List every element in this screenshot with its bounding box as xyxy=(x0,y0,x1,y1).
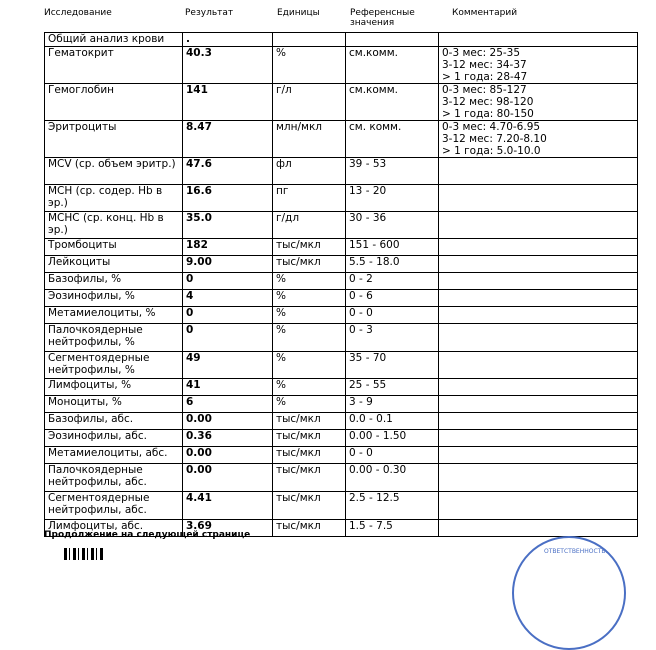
comment-line: 0-3 мес: 85-127 xyxy=(442,84,527,96)
table-row xyxy=(45,84,638,121)
test-name: Метамиелоциты, абс. xyxy=(45,447,183,464)
units: г/л xyxy=(273,84,346,121)
reference-range: 151 - 600 xyxy=(346,239,439,256)
table-row xyxy=(45,396,638,413)
units: % xyxy=(273,396,346,413)
table-row xyxy=(45,239,638,256)
units: тыс/мкл xyxy=(273,413,346,430)
header-comment: Комментарий xyxy=(452,8,518,18)
test-name: Лимфоциты, % xyxy=(45,379,183,396)
reference-range: 0 - 6 xyxy=(346,290,439,307)
test-name: Палочкоядерные нейтрофилы, абс. xyxy=(45,464,183,492)
table-header xyxy=(0,0,656,32)
table-row xyxy=(45,290,638,307)
test-name: Эозинофилы, % xyxy=(45,290,183,307)
comment-line: > 1 года: 5.0-10.0 xyxy=(442,145,541,157)
result-value: 0 xyxy=(183,307,273,324)
reference-range: 35 - 70 xyxy=(346,352,439,379)
result-value: 0 xyxy=(183,324,273,352)
test-name: Тромбоциты xyxy=(45,239,183,256)
result-value: 9.00 xyxy=(183,256,273,273)
comment xyxy=(439,464,638,492)
result-value: 6 xyxy=(183,396,273,413)
result-value: 0.36 xyxy=(183,430,273,447)
comment xyxy=(439,324,638,352)
comment-line: 3-12 мес: 34-37 xyxy=(442,59,527,71)
units: млн/мкл xyxy=(273,121,346,158)
table-row xyxy=(45,430,638,447)
units: фл xyxy=(273,158,346,185)
test-name: Сегментоядерные нейтрофилы, абс. xyxy=(45,492,183,520)
comment xyxy=(439,492,638,520)
table-row xyxy=(45,185,638,212)
test-name: Метамиелоциты, % xyxy=(45,307,183,324)
table-row xyxy=(45,352,638,379)
reference-range: см.комм. xyxy=(346,84,439,121)
result-value: 49 xyxy=(183,352,273,379)
test-name: Базофилы, абс. xyxy=(45,413,183,430)
units: тыс/мкл xyxy=(273,239,346,256)
result-value: . xyxy=(183,33,273,47)
units: тыс/мкл xyxy=(273,430,346,447)
units: % xyxy=(273,324,346,352)
result-value: 41 xyxy=(183,379,273,396)
comment xyxy=(439,352,638,379)
test-name: Моноциты, % xyxy=(45,396,183,413)
table-row xyxy=(45,256,638,273)
table-row xyxy=(45,33,638,47)
table-row xyxy=(45,273,638,290)
table-row xyxy=(45,447,638,464)
comment xyxy=(439,185,638,212)
units xyxy=(273,33,346,47)
units: % xyxy=(273,273,346,290)
header-reference-2: значения xyxy=(350,18,395,28)
reference-range: 1.5 - 7.5 xyxy=(346,520,439,537)
test-name: Базофилы, % xyxy=(45,273,183,290)
table-row xyxy=(45,212,638,239)
stamp xyxy=(512,536,626,650)
table-row xyxy=(45,47,638,84)
units: тыс/мкл xyxy=(273,520,346,537)
result-value: 8.47 xyxy=(183,121,273,158)
result-value: 47.6 xyxy=(183,158,273,185)
comment xyxy=(439,413,638,430)
units: % xyxy=(273,47,346,84)
test-name: MCHC (ср. конц. Hb в эр.) xyxy=(45,212,183,239)
result-value: 4 xyxy=(183,290,273,307)
comment xyxy=(439,447,638,464)
table-row xyxy=(45,413,638,430)
test-name: Лейкоциты xyxy=(45,256,183,273)
result-value: 182 xyxy=(183,239,273,256)
reference-range: 3 - 9 xyxy=(346,396,439,413)
comment xyxy=(439,158,638,185)
header-test: Исследование xyxy=(44,8,112,18)
comment xyxy=(439,239,638,256)
units: тыс/мкл xyxy=(273,464,346,492)
test-name: Лимфоциты, абс. xyxy=(45,520,183,537)
comment-line: 3-12 мес: 7.20-8.10 xyxy=(442,133,547,145)
reference-range: 0 - 3 xyxy=(346,324,439,352)
header-units: Единицы xyxy=(277,8,320,18)
test-name: MCH (ср. содер. Hb в эр.) xyxy=(45,185,183,212)
comment xyxy=(439,212,638,239)
table-row xyxy=(45,379,638,396)
units: г/дл xyxy=(273,212,346,239)
units: тыс/мкл xyxy=(273,256,346,273)
comment-line: > 1 года: 80-150 xyxy=(442,108,534,120)
units: % xyxy=(273,352,346,379)
result-value: 3.69 xyxy=(183,520,273,537)
reference-range: 0 - 0 xyxy=(346,447,439,464)
table-row xyxy=(45,158,638,185)
reference-range: 0.00 - 1.50 xyxy=(346,430,439,447)
test-name: Сегментоядерные нейтрофилы, % xyxy=(45,352,183,379)
result-value: 40.3 xyxy=(183,47,273,84)
reference-range: см.комм. xyxy=(346,47,439,84)
stamp-text: ОТВЕТСТВЕННОСТЬЮ xyxy=(544,548,612,555)
continued-note: Продолжение на следующей странице xyxy=(44,530,251,540)
result-value: 0.00 xyxy=(183,464,273,492)
test-name: Гемоглобин xyxy=(45,84,183,121)
comment xyxy=(439,520,638,537)
table-row xyxy=(45,492,638,520)
reference-range: 25 - 55 xyxy=(346,379,439,396)
reference-range: см. комм. xyxy=(346,121,439,158)
units: % xyxy=(273,290,346,307)
comment xyxy=(439,256,638,273)
result-value: 16.6 xyxy=(183,185,273,212)
units: % xyxy=(273,379,346,396)
comment xyxy=(439,47,638,84)
result-value: 0 xyxy=(183,273,273,290)
test-name: Эозинофилы, абс. xyxy=(45,430,183,447)
reference-range: 0.0 - 0.1 xyxy=(346,413,439,430)
comment xyxy=(439,84,638,121)
reference-range: 0 - 0 xyxy=(346,307,439,324)
reference-range: 39 - 53 xyxy=(346,158,439,185)
header-result: Результат xyxy=(185,8,234,18)
units: тыс/мкл xyxy=(273,492,346,520)
reference-range: 0.00 - 0.30 xyxy=(346,464,439,492)
test-name: Палочкоядерные нейтрофилы, % xyxy=(45,324,183,352)
reference-range xyxy=(346,33,439,47)
result-value: 4.41 xyxy=(183,492,273,520)
result-value: 141 xyxy=(183,84,273,121)
comment xyxy=(439,396,638,413)
result-value: 35.0 xyxy=(183,212,273,239)
result-value: 0.00 xyxy=(183,413,273,430)
reference-range: 0 - 2 xyxy=(346,273,439,290)
comment xyxy=(439,430,638,447)
comment xyxy=(439,121,638,158)
result-value: 0.00 xyxy=(183,447,273,464)
reference-range: 30 - 36 xyxy=(346,212,439,239)
table-row xyxy=(45,324,638,352)
reference-range: 13 - 20 xyxy=(346,185,439,212)
table-row xyxy=(45,121,638,158)
table-row xyxy=(45,464,638,492)
qr-code xyxy=(64,548,104,560)
header-reference-1: Референсные xyxy=(350,8,415,18)
comment xyxy=(439,273,638,290)
table-row xyxy=(45,307,638,324)
results-table xyxy=(44,32,638,537)
test-name: Общий анализ крови xyxy=(45,33,183,47)
comment xyxy=(439,307,638,324)
test-name: Эритроциты xyxy=(45,121,183,158)
comment xyxy=(439,290,638,307)
comment xyxy=(439,33,638,47)
units: % xyxy=(273,307,346,324)
comment-line: 0-3 мес: 4.70-6.95 xyxy=(442,121,541,133)
units: тыс/мкл xyxy=(273,447,346,464)
units: пг xyxy=(273,185,346,212)
comment-line: > 1 года: 28-47 xyxy=(442,71,528,83)
comment xyxy=(439,379,638,396)
reference-range: 5.5 - 18.0 xyxy=(346,256,439,273)
reference-range: 2.5 - 12.5 xyxy=(346,492,439,520)
test-name: MCV (ср. объем эритр.) xyxy=(45,158,183,185)
comment-line: 3-12 мес: 98-120 xyxy=(442,96,534,108)
comment-line: 0-3 мес: 25-35 xyxy=(442,47,521,59)
test-name: Гематокрит xyxy=(45,47,183,84)
